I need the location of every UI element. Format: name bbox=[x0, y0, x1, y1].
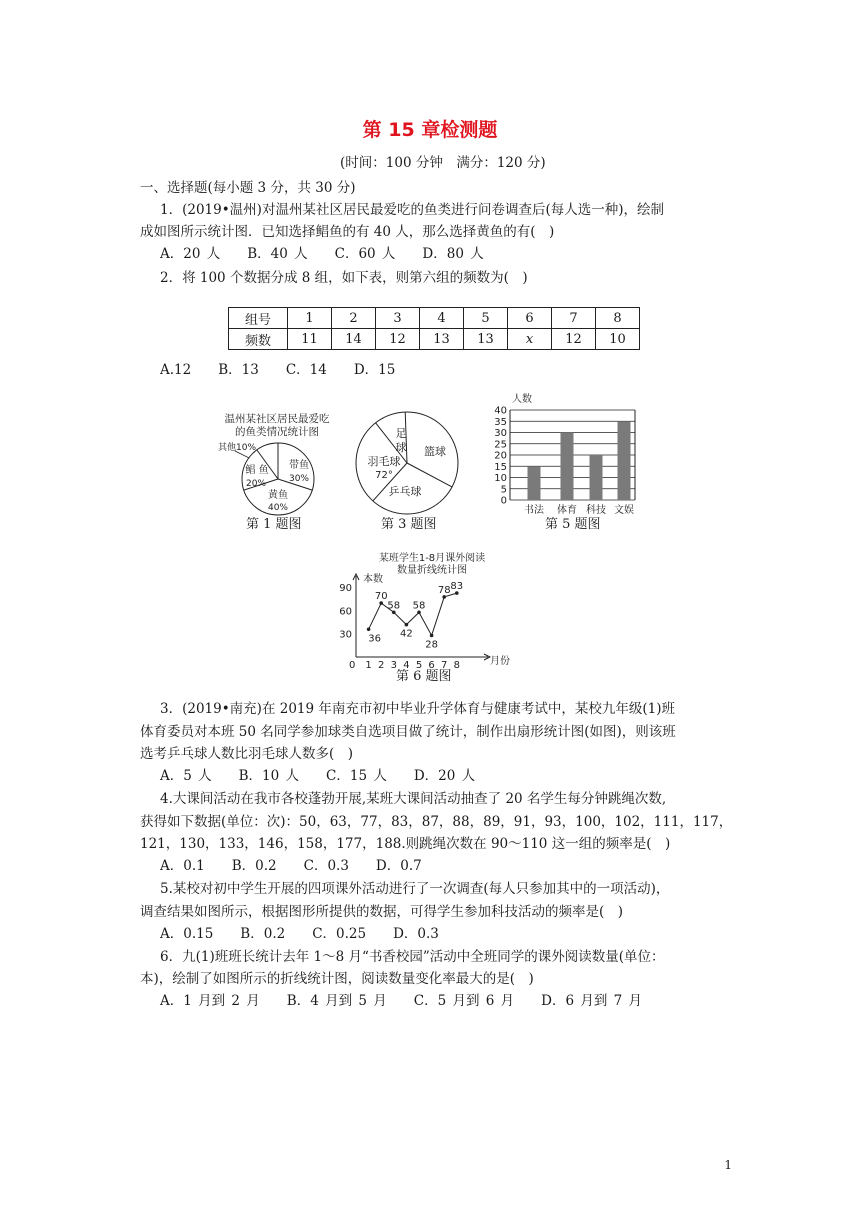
fig5-bar bbox=[618, 421, 631, 500]
fig3-label-yu: 羽毛球 bbox=[367, 455, 401, 468]
table-cell: 1 bbox=[288, 308, 332, 329]
table-cell: 5 bbox=[464, 308, 508, 329]
fig1-label-dai-pct: 30% bbox=[288, 474, 310, 484]
q4-options: A．0.1 B．0.2 C．0.3 D．0.7 bbox=[160, 858, 422, 874]
fig3-pie-chart bbox=[352, 410, 467, 520]
fig1-title-line2: 的鱼类情况统计图 bbox=[235, 426, 319, 438]
table-row-frequency bbox=[229, 329, 640, 350]
table-row-group bbox=[229, 308, 640, 329]
fig1-label-chang: 鲳 鱼 bbox=[245, 465, 269, 476]
fig5-ytick-label: 15 bbox=[494, 461, 507, 473]
fig6-title-line1: 某班学生1-8月课外阅读 bbox=[378, 553, 486, 564]
table-cell: 11 bbox=[288, 329, 332, 350]
exam-meta: (时间：100 分钟 满分：120 分) bbox=[340, 155, 546, 171]
fig6-data-point bbox=[405, 623, 409, 627]
fig5-ytick-label: 40 bbox=[494, 405, 507, 417]
fig3-label-zu: 足 bbox=[395, 427, 407, 440]
fig1-label-other: 其他10% bbox=[218, 443, 257, 453]
fig5-plot bbox=[494, 406, 635, 517]
fig5-ylabel: 人数 bbox=[512, 394, 532, 405]
fig6-data-label: 78 bbox=[437, 584, 451, 596]
fig6-xtick-label: 6 bbox=[428, 660, 435, 670]
table-cell: 8 bbox=[596, 308, 640, 329]
fig6-xtick-label: 2 bbox=[378, 660, 385, 670]
q3-line2: 体育委员对本班 50 名同学参加球类自选项目做了统计，制作出扇形统计图(如图)，则该班 bbox=[140, 724, 676, 740]
q5-line2: 调查结果如图所示，根据图形所提供的数据，可得学生参加科技活动的频率是( ) bbox=[140, 904, 624, 920]
fig3-label-ping: 乒乓球 bbox=[388, 485, 422, 498]
fig6-data-label: 58 bbox=[387, 600, 401, 612]
fig5-bar bbox=[590, 455, 603, 500]
fig6-caption: 第 6 题图 bbox=[396, 669, 452, 684]
table-cell: 12 bbox=[376, 329, 420, 350]
fig5-bar bbox=[561, 433, 574, 501]
fig1-label-dai: 带鱼 bbox=[289, 460, 309, 471]
fig5-caption: 第 5 题图 bbox=[545, 517, 601, 532]
q5-line1: 5.某校对初中学生开展的四项课外活动进行了一次调查(每人只参加其中的一项活动)， bbox=[160, 881, 670, 897]
fig6-origin-label: 0 bbox=[349, 660, 356, 670]
fig5-ytick-label: 25 bbox=[494, 439, 507, 451]
table-cell: x bbox=[508, 329, 552, 350]
fig3-caption: 第 3 题图 bbox=[381, 517, 437, 532]
fig5-category-label: 文娱 bbox=[614, 505, 634, 516]
table-cell: 7 bbox=[552, 308, 596, 329]
table-cell: 组号 bbox=[229, 308, 288, 329]
table-cell: 2 bbox=[332, 308, 376, 329]
table-cell: 频数 bbox=[229, 329, 288, 350]
fig6-xtick-label: 8 bbox=[453, 660, 460, 670]
fig6-ytick-label: 90 bbox=[339, 583, 352, 595]
fig5-bar-chart bbox=[488, 390, 648, 518]
fig3-label-qiu: 球 bbox=[395, 441, 407, 454]
q4-line1: 4.大课间活动在我市各校蓬勃开展,某班大课间活动抽查了 20 名学生每分钟跳绳次数, bbox=[160, 791, 667, 807]
fig6-title-line2: 数量折线统计图 bbox=[397, 565, 467, 576]
fig1-label-huang-pct: 40% bbox=[267, 503, 289, 513]
q3-options: A．5 人 B．10 人 C．15 人 D．20 人 bbox=[160, 768, 476, 784]
q4-line3: 121，130，133，146，158，177，188.则跳绳次数在 90～110 这一组的频率是( ) bbox=[140, 836, 671, 852]
q3-line3: 选考乒乓球人数比羽毛球人数多( ) bbox=[140, 746, 354, 762]
fig6-data-label: 70 bbox=[374, 591, 388, 603]
fig6-data-label: 58 bbox=[412, 600, 426, 612]
fig3-slice-boundary bbox=[407, 463, 452, 487]
fig3-label-lan: 篮球 bbox=[424, 445, 446, 458]
q1-line1: 1．(2019•温州)对温州某社区居民最爱吃的鱼类进行问卷调查后(每人选一种)，绘制 bbox=[160, 202, 664, 218]
fig1-title-line1: 温州某社区居民最爱吃 bbox=[224, 413, 330, 425]
table-cell: 13 bbox=[464, 329, 508, 350]
fig5-ytick-label: 30 bbox=[494, 428, 507, 439]
fig6-xlabel: 月份 bbox=[490, 656, 510, 667]
q6-options: A．1 月到 2 月 B．4 月到 5 月 C．5 月到 6 月 D．6 月到 7 月 bbox=[160, 993, 643, 1009]
fig6-data-label: 42 bbox=[400, 628, 413, 640]
q5-options: A．0.15 B．0.2 C．0.25 D．0.3 bbox=[160, 926, 439, 942]
fig6-line-chart bbox=[330, 550, 530, 670]
table-cell: 14 bbox=[332, 329, 376, 350]
fig3-label-angle: 72° bbox=[375, 470, 393, 481]
fig6-xtick-label: 5 bbox=[415, 660, 423, 670]
table-cell: 4 bbox=[420, 308, 464, 329]
q6-line2: 本)，绘制了如图所示的折线统计图，阅读数量变化率最大的是( ) bbox=[140, 971, 534, 987]
fig1-pie-chart bbox=[205, 405, 355, 523]
q2-options: A.12 B．13 C．14 D．15 bbox=[160, 362, 396, 378]
fig5-ytick-label: 0 bbox=[500, 495, 507, 507]
q1-line2: 成如图所示统计图．已知选择鲳鱼的有 40 人，那么选择黄鱼的有( ) bbox=[140, 224, 555, 240]
fig6-data-label: 36 bbox=[368, 633, 381, 645]
frequency-table bbox=[228, 307, 640, 350]
fig5-category-label: 体育 bbox=[557, 505, 577, 516]
fig1-label-huang: 黄鱼 bbox=[268, 490, 288, 501]
fig6-xtick-label: 1 bbox=[365, 660, 372, 670]
fig6-plot bbox=[339, 574, 490, 670]
fig5-ytick-label: 35 bbox=[494, 416, 507, 428]
page-number: 1 bbox=[724, 1158, 732, 1172]
fig6-data-point bbox=[430, 634, 434, 638]
q2-line1: 2．将 100 个数据分成 8 组，如下表，则第六组的频数为( ) bbox=[160, 270, 528, 286]
table-cell: 6 bbox=[508, 308, 552, 329]
fig5-ytick-label: 5 bbox=[500, 484, 507, 496]
table-cell: 10 bbox=[596, 329, 640, 350]
table-cell: 12 bbox=[552, 329, 596, 350]
q4-line2: 获得如下数据(单位：次)：50，63，77，83，87，88，89，91，93，100，102，111，117， bbox=[140, 814, 733, 830]
section-heading: 一、选择题(每小题 3 分，共 30 分) bbox=[140, 180, 356, 196]
fig1-label-chang-pct: 20% bbox=[245, 479, 267, 489]
fig6-xtick-label: 4 bbox=[403, 660, 410, 670]
page-title: 第 15 章检测题 bbox=[362, 119, 498, 141]
table-cell: 3 bbox=[376, 308, 420, 329]
fig6-ytick-label: 30 bbox=[339, 629, 352, 641]
fig6-ytick-label: 60 bbox=[339, 606, 352, 618]
q3-line1: 3．(2019•南充)在 2019 年南充市初中毕业升学体育与健康考试中，某校九年级(1)班 bbox=[160, 701, 676, 717]
fig5-category-label: 科技 bbox=[586, 505, 606, 516]
fig5-ytick-label: 20 bbox=[494, 450, 507, 462]
fig5-bar bbox=[528, 466, 541, 500]
fig5-ytick-label: 10 bbox=[494, 473, 507, 484]
fig6-data-label: 28 bbox=[425, 639, 438, 651]
fig6-ylabel: 本数 bbox=[363, 574, 383, 585]
q1-options: A．20 人 B．40 人 C．60 人 D．80 人 bbox=[160, 246, 484, 262]
fig6-data-point bbox=[367, 627, 371, 631]
fig5-category-label: 书法 bbox=[524, 505, 544, 516]
fig6-xtick-label: 7 bbox=[441, 660, 448, 670]
fig6-data-label: 83 bbox=[450, 581, 464, 593]
q6-line1: 6．九(1)班班长统计去年 1～8 月“书香校园”活动中全班同学的课外阅读数量(单位： bbox=[160, 949, 665, 965]
table-cell: 13 bbox=[420, 329, 464, 350]
fig6-xtick-label: 3 bbox=[390, 660, 397, 670]
fig1-caption: 第 1 题图 bbox=[246, 517, 302, 532]
